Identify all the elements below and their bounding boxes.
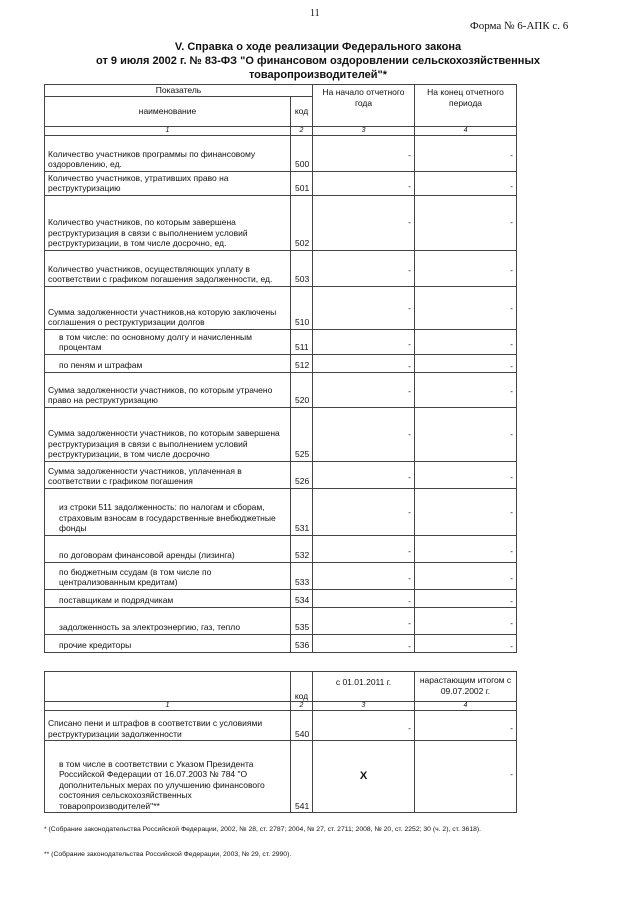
- start-value: [313, 634, 415, 652]
- end-value-text: -: [510, 361, 514, 372]
- row-name: Списано пени и штрафов в соответствии с условиями реструктуризации задолженности: [45, 711, 291, 741]
- row-name: Сумма задолженности участников, по которым завершена реструктуризация в связи с выполнением условий реструктуризации, в том числе досрочно: [45, 407, 291, 461]
- end-value: [415, 607, 517, 634]
- table-row: [45, 488, 517, 535]
- start-value: [313, 250, 415, 286]
- table-row: [45, 171, 517, 195]
- start-value-text: -: [408, 428, 412, 439]
- start-value: [313, 195, 415, 250]
- end-value-text: -: [510, 428, 514, 439]
- end-value-text: -: [510, 386, 514, 397]
- start-value: [313, 407, 415, 461]
- row-code: 541: [291, 741, 313, 813]
- start-value-text: -: [408, 641, 412, 652]
- row-name: по договорам финансовой аренды (лизинга): [45, 535, 291, 562]
- start-value: [313, 711, 415, 741]
- end-value: [415, 562, 517, 589]
- column-number: 2: [291, 702, 313, 711]
- start-value: [313, 562, 415, 589]
- row-code: 520: [291, 372, 313, 407]
- blank-header-cell: [45, 672, 291, 702]
- page-title: [40, 40, 596, 82]
- end-value: [415, 372, 517, 407]
- row-code: 526: [291, 461, 313, 488]
- end-value-text: -: [510, 641, 514, 652]
- end-value: [415, 634, 517, 652]
- row-code: 511: [291, 329, 313, 354]
- row-code: 540: [291, 711, 313, 741]
- start-value-text: -: [408, 506, 412, 517]
- row-name: Сумма задолженности участников, уплаченная в соответствии с графиком погашения: [45, 461, 291, 488]
- start-value: [313, 286, 415, 329]
- page-number: 11: [310, 8, 320, 19]
- row-name: Количество участников, осуществляющих уплату в соответствии с графиком погашения задолженности, ед.: [45, 250, 291, 286]
- indicators-table: [44, 84, 517, 653]
- end-value: [415, 135, 517, 171]
- footnote: ** (Собрание законодательства Российской Федерации, 2003, № 29, ст. 2990).: [44, 851, 292, 858]
- start-value-text: -: [408, 361, 412, 372]
- start-value-text: -: [408, 386, 412, 397]
- table-row: [45, 607, 517, 634]
- row-name: по бюджетным ссудам (в том числе по централизованным кредитам): [45, 562, 291, 589]
- end-value-text: -: [510, 572, 514, 583]
- start-value: [313, 607, 415, 634]
- start-value-text: -: [408, 303, 412, 314]
- row-code: 510: [291, 286, 313, 329]
- column-number: 4: [415, 126, 517, 135]
- row-name: из строки 511 задолженность: по налогам и сборам, страховым взносам в государственные внебюджетные фонды: [45, 488, 291, 535]
- row-code: 533: [291, 562, 313, 589]
- table-row: [45, 407, 517, 461]
- start-value: [313, 488, 415, 535]
- start-value: [313, 329, 415, 354]
- start-value: [313, 135, 415, 171]
- table-row: [45, 634, 517, 652]
- table-row: [45, 195, 517, 250]
- table-row: [45, 372, 517, 407]
- row-code: 502: [291, 195, 313, 250]
- writeoff-table: [44, 671, 517, 813]
- indicator-header: Показатель: [45, 85, 313, 97]
- end-value-text: -: [510, 149, 514, 160]
- end-value: [415, 711, 517, 741]
- start-value-text: -: [408, 572, 412, 583]
- end-value: [415, 286, 517, 329]
- start-value: [313, 461, 415, 488]
- start-value-text: X: [359, 770, 368, 783]
- column-number: 3: [313, 126, 415, 135]
- end-value-text: -: [510, 264, 514, 275]
- table-row: [45, 354, 517, 372]
- end-value-text: -: [510, 506, 514, 517]
- period-start-header: с 01.01.2011 г.: [313, 672, 415, 702]
- row-name: Сумма задолженности участников, по которым утрачено право на реструктуризацию: [45, 372, 291, 407]
- start-value-text: -: [408, 217, 412, 228]
- end-value: [415, 461, 517, 488]
- end-value: [415, 250, 517, 286]
- table-row: [45, 135, 517, 171]
- start-value-text: -: [408, 180, 412, 191]
- end-value-text: -: [510, 339, 514, 350]
- table-row: [45, 589, 517, 607]
- row-code: 503: [291, 250, 313, 286]
- table-row: [45, 329, 517, 354]
- table-row: [45, 286, 517, 329]
- name-header: наименование: [45, 96, 291, 126]
- start-value: [313, 171, 415, 195]
- row-name: Сумма задолженности участников,на которую заключены соглашения о реструктуризации долгов: [45, 286, 291, 329]
- row-code: 500: [291, 135, 313, 171]
- cumulative-header: нарастающим итогом с 09.07.2002 г.: [415, 672, 517, 702]
- end-value: [415, 354, 517, 372]
- column-number: 1: [45, 702, 291, 711]
- row-code: 534: [291, 589, 313, 607]
- end-value: [415, 171, 517, 195]
- code-header: код: [291, 96, 313, 126]
- row-name: по пеням и штрафам: [45, 354, 291, 372]
- end-value: [415, 741, 517, 813]
- end-of-period-header: На конец отчетного периода: [415, 85, 517, 127]
- start-value-text: -: [408, 722, 411, 733]
- start-value-text: -: [408, 596, 412, 607]
- start-value-text: -: [408, 339, 412, 350]
- code-header: код: [291, 672, 313, 702]
- column-number: 2: [291, 126, 313, 135]
- end-value: [415, 407, 517, 461]
- end-value-text: -: [510, 596, 514, 607]
- end-value-text: -: [510, 217, 514, 228]
- row-code: 536: [291, 634, 313, 652]
- start-value-text: -: [408, 149, 412, 160]
- start-value: [313, 589, 415, 607]
- row-code: 501: [291, 171, 313, 195]
- start-value: [313, 741, 415, 813]
- start-of-year-header: На начало отчетного года: [313, 85, 415, 127]
- end-value-text: -: [510, 617, 514, 628]
- row-name: Количество участников, утративших право на реструктуризацию: [45, 171, 291, 195]
- row-name: задолженность за электроэнергию, газ, тепло: [45, 607, 291, 634]
- end-value-text: -: [510, 180, 514, 191]
- end-value-text: -: [510, 303, 514, 314]
- column-number: 1: [45, 126, 291, 135]
- table-row: [45, 562, 517, 589]
- start-value: [313, 354, 415, 372]
- column-number: 3: [313, 702, 415, 711]
- start-value-text: -: [408, 264, 412, 275]
- start-value-text: -: [408, 617, 412, 628]
- row-name: Количество участников программы по финансовому оздоровлению, ед.: [45, 135, 291, 171]
- end-value: [415, 195, 517, 250]
- row-code: 512: [291, 354, 313, 372]
- end-value-text: -: [510, 545, 514, 556]
- row-name: в том числе: по основному долгу и начисленным процентам: [45, 329, 291, 354]
- title-line: V. Справка о ходе реализации Федерального закона: [174, 41, 462, 53]
- form-label: Форма № 6-АПК с. 6: [470, 20, 569, 32]
- row-name: Количество участников, по которым завершена реструктуризация в связи с выполнением условий реструктуризации, в том числе досрочно, ед.: [45, 195, 291, 250]
- row-name: прочие кредиторы: [45, 634, 291, 652]
- row-code: 531: [291, 488, 313, 535]
- end-value: [415, 329, 517, 354]
- column-number: 4: [415, 702, 517, 711]
- row-code: 532: [291, 535, 313, 562]
- start-value-text: -: [408, 545, 412, 556]
- end-value: [415, 589, 517, 607]
- title-line: товаропроизводителей"*: [248, 69, 388, 81]
- row-name: поставщикам и подрядчикам: [45, 589, 291, 607]
- end-value-text: -: [510, 722, 513, 733]
- start-value: [313, 372, 415, 407]
- start-value: [313, 535, 415, 562]
- row-code: 535: [291, 607, 313, 634]
- title-line: от 9 июля 2002 г. № 83-ФЗ "О финансовом оздоровлении сельскохозяйственных: [96, 55, 540, 67]
- row-code: 525: [291, 407, 313, 461]
- row-name: в том числе в соответствии с Указом Президента Российской Федерации от 16.07.2003 № 784 "О дополнительных мерах по улучшению финансового состояния сельскохозяйственных товаропроизводителей"**: [45, 741, 291, 813]
- table-row: [45, 461, 517, 488]
- end-value: [415, 488, 517, 535]
- footnote: * (Собрание законодательства Российской Федерации, 2002, № 28, ст. 2787; 2004, № 27, ст. 2711; 2008, № 20, ст. 2252; 30 (ч. 2), ст. 3618).: [44, 826, 482, 833]
- end-value: [415, 535, 517, 562]
- table-row: [45, 535, 517, 562]
- end-value-text: -: [510, 471, 514, 482]
- end-value-text: -: [510, 769, 513, 780]
- table-row: [45, 741, 517, 813]
- table-row: [45, 250, 517, 286]
- start-value-text: -: [408, 471, 412, 482]
- table-row: [45, 711, 517, 741]
